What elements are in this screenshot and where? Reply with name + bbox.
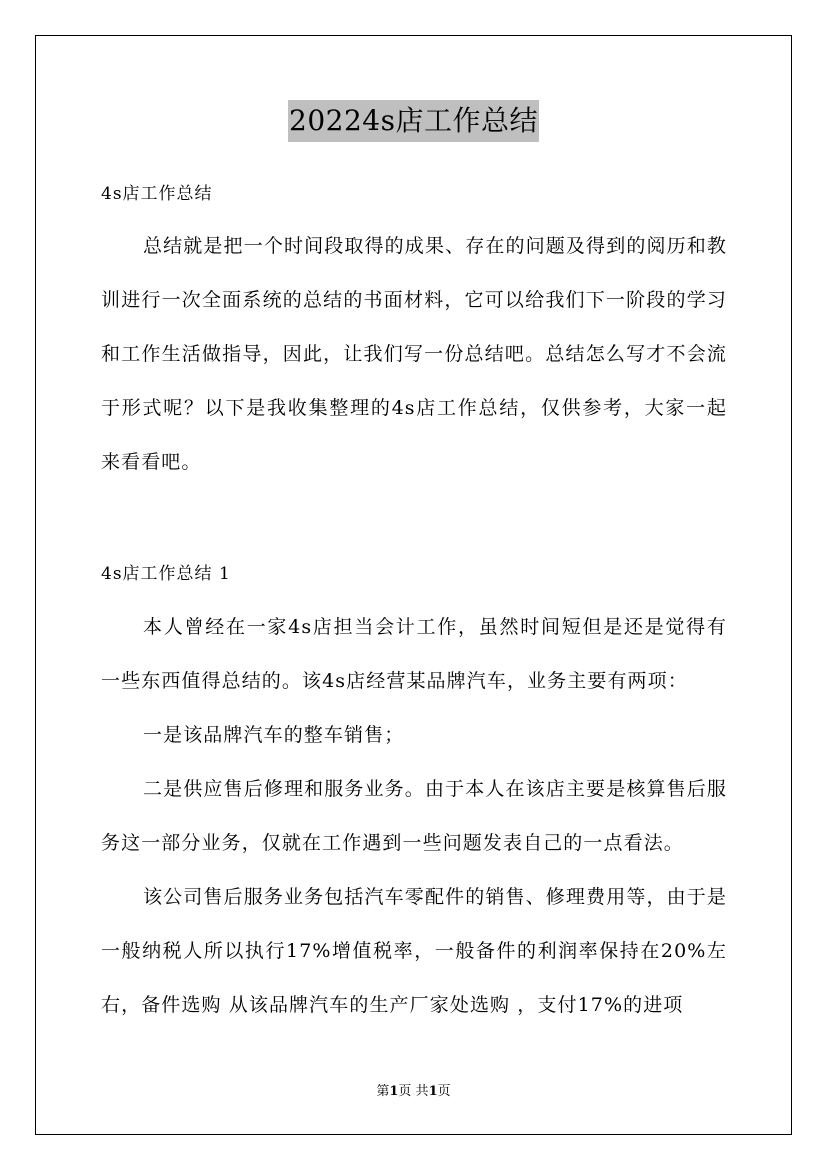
footer-total-pages: 1	[428, 1084, 438, 1099]
body-paragraph: 一是该品牌汽车的整车销售；	[143, 724, 405, 746]
document-subtitle: 4s店工作总结	[101, 184, 213, 204]
footer-suffix: 页	[437, 1084, 451, 1099]
document-title	[0, 100, 827, 142]
body-paragraph: 该公司售后服务业务包括汽车零配件的销售、修理费用等，由于是一般纳税人所以执行17%增值税率，一般备件的利润率保持在20%左右，备件选购 从该品牌汽车的生产厂家处选购 ，支付17%的进项	[101, 886, 727, 1016]
footer-prefix: 第	[376, 1084, 390, 1099]
intro-paragraph-block	[101, 219, 727, 489]
footer-page-number: 1	[389, 1084, 399, 1099]
section-heading: 4s店工作总结 1	[101, 564, 231, 584]
intro-paragraph: 总结就是把一个时间段取得的成果、存在的问题及得到的阅历和教训进行一次全面系统的总结的书面材料，它可以给我们下一阶段的学习和工作生活做指导，因此，让我们写一份总结吧。总结怎么写才不会流于形式呢？以下是我收集整理的4s店工作总结，仅供参考，大家一起来看看吧。	[101, 235, 727, 473]
body-paragraph: 二是供应售后修理和服务业务。由于本人在该店主要是核算售后服务这一部分业务，仅就在工作遇到一些问题发表自己的一点看法。	[101, 778, 727, 854]
document-title-text: 20224s店工作总结	[288, 100, 539, 142]
section-body	[101, 600, 727, 1032]
footer-middle: 页 共	[398, 1084, 429, 1099]
body-paragraph: 本人曾经在一家4s店担当会计工作，虽然时间短但是还是觉得有一些东西值得总结的。该4s店经营某品牌汽车，业务主要有两项：	[101, 616, 727, 692]
page-footer	[0, 1082, 827, 1102]
